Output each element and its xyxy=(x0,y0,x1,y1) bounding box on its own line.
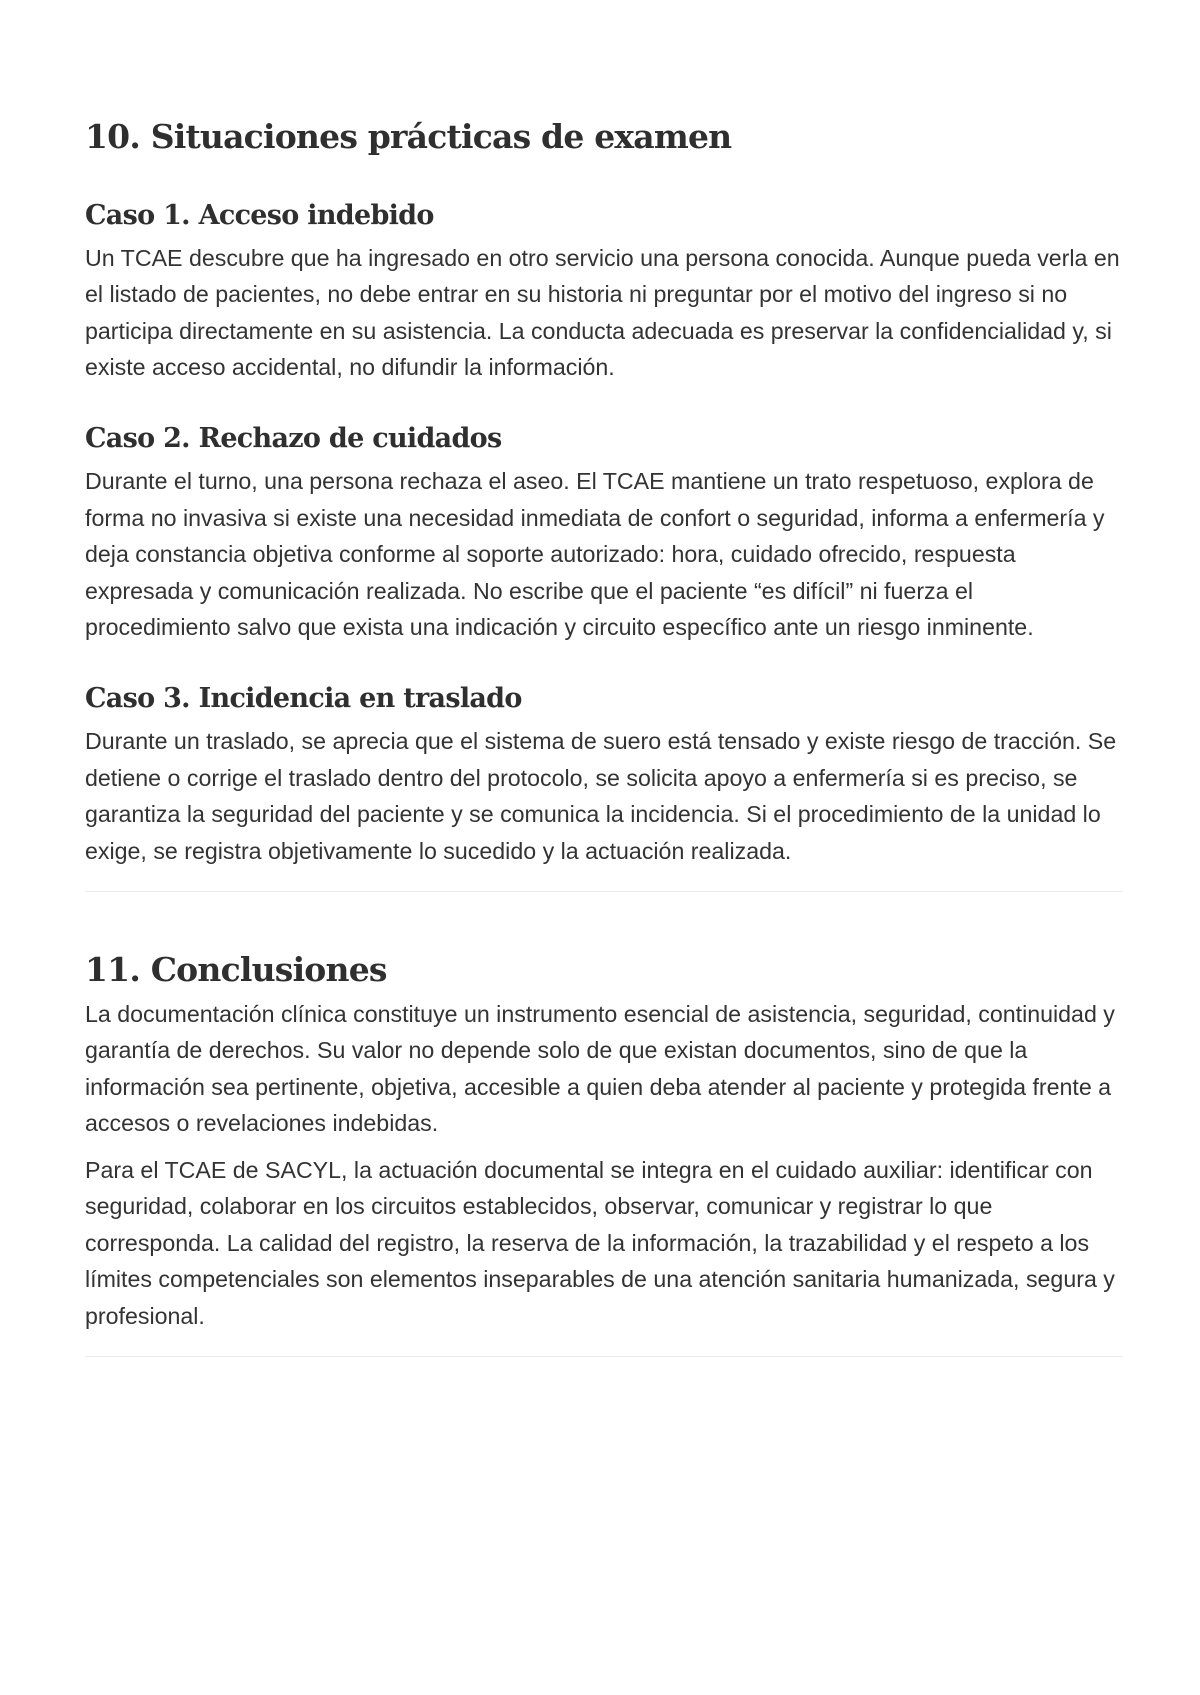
conclusions-paragraph-2: Para el TCAE de SACYL, la actuación documental se integra en el cuidado auxiliar: identificar con seguridad, colaborar en los circuitos establecidos, observar, comunicar y registrar lo que corresponda. La calidad del registro, la reserva de la información, la trazabilidad y el respeto a los límites competenciales son elementos inseparables de una atención sanitaria humanizada, segura y profesional. xyxy=(85,1156,1115,1329)
section-title-practical-cases: 10. Situaciones prácticas de examen xyxy=(85,117,732,156)
section-title-conclusions: 11. Conclusiones xyxy=(85,950,387,990)
section-divider xyxy=(85,1356,1123,1357)
document-page xyxy=(85,0,1123,1357)
conclusions-paragraph-1: La documentación clínica constituye un instrumento esencial de asistencia, seguridad, continuidad y garantía de derechos. Su valor no depende solo de que existan documentos, sino de que la información sea pertinente, objetiva, accesible a quien deba atender al paciente y protegida frente a accesos o revelaciones indebidas. xyxy=(85,1000,1115,1137)
case-2-text: Durante el turno, una persona rechaza el aseo. El TCAE mantiene un trato respetuoso, explora de forma no invasiva si existe una necesidad inmediata de confort o seguridad, informa a enfermería y deja constancia objetiva conforme al soporte autorizado: hora, cuidado ofrecido, respuesta expresada y comunicación realizada. No escribe que el paciente “es difícil” ni fuerza el procedimiento salvo que exista una indicación y circuito específico ante un riesgo inminente. xyxy=(85,468,1105,641)
case-2-title: Caso 2. Rechazo de cuidados xyxy=(85,422,502,454)
case-1-title: Caso 1. Acceso indebido xyxy=(85,199,434,231)
section-divider xyxy=(85,891,1123,892)
case-3-title: Caso 3. Incidencia en traslado xyxy=(85,682,522,714)
case-1-text: Un TCAE descubre que ha ingresado en otro servicio una persona conocida. Aunque pueda verla en el listado de pacientes, no debe entrar en su historia ni preguntar por el motivo del ingreso si no participa directamente en su asistencia. La conducta adecuada es preservar la confidencialidad y, si existe acceso accidental, no difundir la información. xyxy=(85,244,1120,381)
section-conclusions xyxy=(85,950,1123,1357)
case-3-text: Durante un traslado, se aprecia que el sistema de suero está tensado y existe riesgo de tracción. Se detiene o corrige el traslado dentro del protocolo, se solicita apoyo a enfermería si es preciso, se garantiza la seguridad del paciente y se comunica la incidencia. Si el procedimiento de la unidad lo exige, se registra objetivamente lo sucedido y la actuación realizada. xyxy=(85,728,1117,864)
section-practical-cases xyxy=(85,117,1123,892)
